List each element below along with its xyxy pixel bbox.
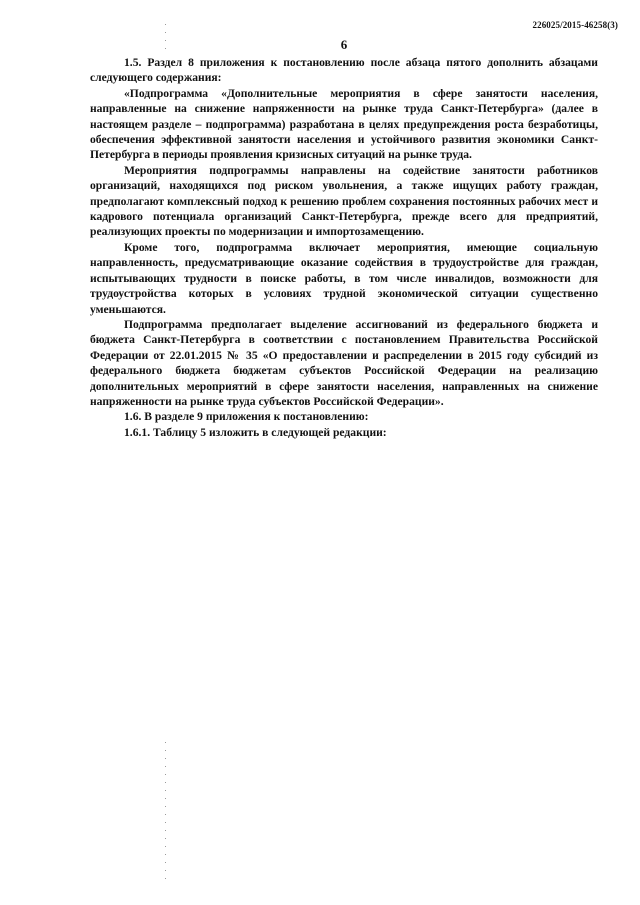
paragraph-1-6-1: 1.6.1. Таблицу 5 изложить в следующей редакции: bbox=[124, 425, 387, 439]
scan-artifact-dots-bottom bbox=[165, 742, 167, 886]
paragraph-social-focus: Кроме того, подпрограмма включает мероприятия, имеющие социальную направленность, предусматривающие оказание содействия в трудоустройстве для граждан, испытывающих трудности в поиске работы, в том числе инвалидов, возможности для трудоустройства которых в условиях трудной экономической ситуации существенно уменьшаются. bbox=[90, 240, 598, 316]
page-number: 6 bbox=[340, 37, 348, 52]
paragraph-funding: Подпрограмма предполагает выделение ассигнований из федерального бюджета и бюджета Санкт-Петербурга в соответствии с постановлением Правительства Российской Федерации от 22.01.2015 № 35 «О предоставлении и распределении в 2015 году субсидий из федерального бюджета бюджетам субъектов Российской Федерации на реализацию дополнительных мероприятий в сфере занятости населения, направленных на снижение напряженности на рынке труда субъектов Российской Федерации». bbox=[90, 317, 598, 408]
paragraph-1-6: 1.6. В разделе 9 приложения к постановлению: bbox=[124, 410, 369, 424]
document-code: 226025/2015-46258(3) bbox=[532, 20, 618, 30]
document-body bbox=[90, 55, 598, 440]
paragraph-subprogram-intro: «Подпрограмма «Дополнительные мероприятия в сфере занятости населения, направленные на снижение напряженности на рынке труда Санкт-Петербурга» (далее в настоящем разделе – подпрограмма) разработана в целях предупреждения роста безработицы, обеспечения эффективной занятости населения и устойчивого развития экономики Санкт-Петербурга в периоды проявления кризисных ситуаций на рынке труда. bbox=[90, 86, 598, 162]
paragraph-subprogram-measures: Мероприятия подпрограммы направлены на содействие занятости работников организаций, находящихся под риском увольнения, а также ищущих работу граждан, предполагают комплексный подход к решению проблем сохранения постоянных рабочих мест и кадрового потенциала организаций Санкт-Петербурга, прежде всего для предприятий, реализующих проекты по модернизации и импортозамещению. bbox=[90, 163, 598, 239]
paragraph-1-5: 1.5. Раздел 8 приложения к постановлению после абзаца пятого дополнить абзацами следующего содержания: bbox=[90, 56, 598, 85]
